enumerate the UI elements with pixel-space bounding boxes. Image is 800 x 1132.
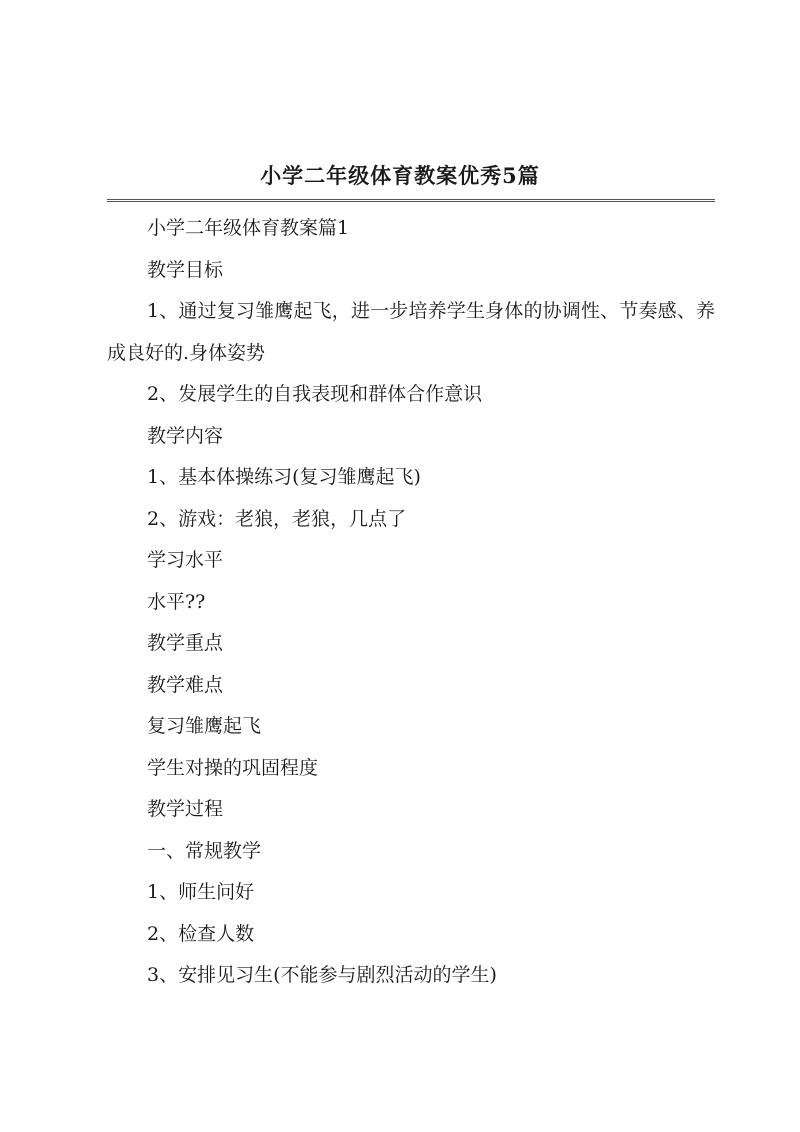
content-item: 2、游戏：老狼，老狼，几点了 xyxy=(147,507,407,530)
document-title: 小学二年级体育教案优秀5篇 xyxy=(260,163,540,188)
subheading-objectives: 教学目标 xyxy=(147,258,224,281)
title-divider xyxy=(107,199,715,204)
process-section: 一、常规教学 xyxy=(147,839,262,862)
document-body xyxy=(107,208,715,997)
process-item: 2、检查人数 xyxy=(147,922,255,945)
section-heading: 小学二年级体育教案篇1 xyxy=(147,217,350,239)
subheading-content: 教学内容 xyxy=(147,424,224,447)
content-item: 1、基本体操练习(复习雏鹰起飞) xyxy=(147,466,421,488)
difficulty-text: 学生对操的巩固程度 xyxy=(147,756,319,779)
key-point-text: 复习雏鹰起飞 xyxy=(147,715,262,737)
process-item: 3、安排见习生(不能参与剧烈活动的学生) xyxy=(147,964,497,986)
level-value: 水平?? xyxy=(147,590,206,613)
subheading-process: 教学过程 xyxy=(147,798,224,820)
process-item: 1、师生问好 xyxy=(147,881,255,903)
subheading-key-points: 教学重点 xyxy=(147,632,224,654)
subheading-level: 学习水平 xyxy=(147,549,224,571)
subheading-difficulties: 教学难点 xyxy=(147,673,224,696)
objective-item: 1、通过复习雏鹰起飞，进一步培养学生身体的协调性、节奏感、养成良好的.身体姿势 xyxy=(107,300,715,364)
objective-item: 2、发展学生的自我表现和群体合作意识 xyxy=(147,383,483,405)
